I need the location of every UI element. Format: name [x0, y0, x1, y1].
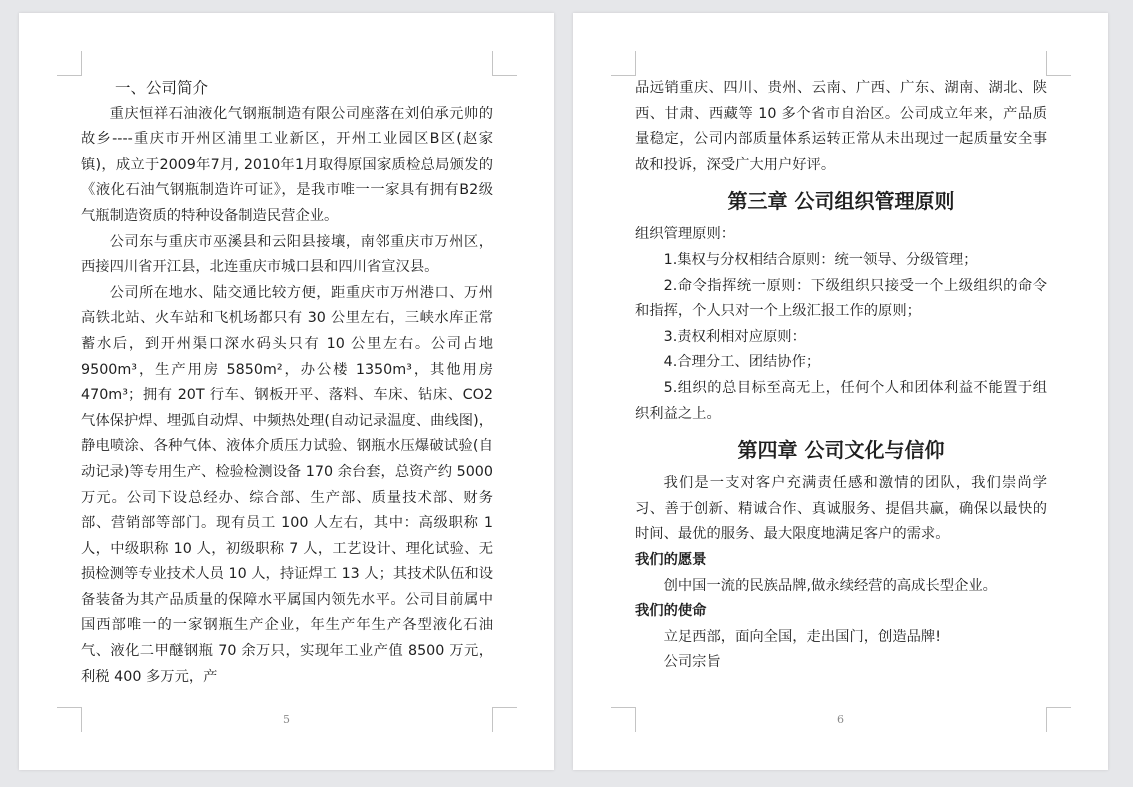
- page-5-body: [81, 76, 493, 690]
- mission-heading: 我们的使命: [635, 603, 707, 620]
- page-number: 5: [283, 713, 290, 726]
- paragraph-company-intro: 重庆恒祥石油液化气钢瓶制造有限公司座落在刘伯承元帅的故乡----重庆市开州区浦里工业新区，开州工业园区B区(赵家镇)，成立于2009年7月, 2010年1月取得原国家质检总局颁发的《液化石油气钢瓶制造许可证》，是我市唯一一家具有拥有B2级气瓶制造资质的特种设备制造民营企业。: [81, 105, 493, 224]
- principle-item: 2.命令指挥统一原则：下级组织只接受一个上级组织的命令和指挥，个人只对一个上级汇报工作的原则；: [635, 277, 1047, 320]
- document-page-5: [19, 13, 554, 770]
- document-page-6: [573, 13, 1108, 770]
- chapter-4-title: 第四章 公司文化与信仰: [737, 438, 945, 463]
- crop-mark-top-right: [1046, 51, 1071, 76]
- paragraph-location: 公司东与重庆市巫溪县和云阳县接壤，南邻重庆市万州区，西接四川省开江县，北连重庆市城口县和四川省宣汉县。: [81, 233, 493, 276]
- principle-item: 4.合理分工、团结协作；: [663, 354, 821, 371]
- crop-mark-top-left: [57, 51, 82, 76]
- page-6-body: [635, 76, 1047, 676]
- crop-mark-top-left: [611, 51, 636, 76]
- principle-item: 3.责权利相对应原则：: [663, 328, 806, 345]
- tenet-heading: 公司宗旨: [663, 654, 721, 671]
- principle-item: 1.集权与分权相结合原则：统一领导、分级管理；: [663, 251, 978, 268]
- crop-mark-top-right: [492, 51, 517, 76]
- vision-text: 创中国一流的民族品牌,做永续经营的高成长型企业。: [663, 577, 997, 594]
- vision-heading: 我们的愿景: [635, 551, 707, 568]
- section-title-company-profile: 一、公司简介: [115, 79, 209, 97]
- chapter-3-intro: 组织管理原则：: [635, 226, 736, 243]
- paragraph-facilities: 公司所在地水、陆交通比较方便，距重庆市万州港口、万州高铁北站、火车站和飞机场都只有 30 公里左右，三峡水库正常蓄水后，到开州渠口深水码头只有 10 公里左右。公司占地 9500m³，生产用房 5850m²，办公楼 1350m³，其他用房 470m³；拥有 20T 行车、钢板开平、落料、车床、钻床、CO2 气体保护焊、埋弧自动焊、中频热处理(自动记录温度、曲线图)，静电喷涂、各种气体、液体介质压力试验、钢瓶水压爆破试验(自动记录)等专用生产、检验检测设备 170 余台套，总资产约 5000 万元。公司下设总经办、综合部、生产部、质量技术部、财务部、营销部等部门。现有员工 100 人左右，其中：高级职称 1 人，中级职称 10 人，初级职称 7 人，工艺设计、理化试验、无损检测等专业技术人员 10 人，持证焊工 13 人；其技术队伍和设备装备为其产品质量的保障水平属国内领先水平。公司目前属中国西部唯一的一家钢瓶生产企业，年生产年生产各型液化石油气、液化二甲醚钢瓶 70 余万只，实现年工业产值 8500 万元，利税 400 多万元，产: [81, 284, 493, 685]
- mission-text: 立足西部，面向全国，走出国门，创造品牌!: [663, 628, 941, 645]
- culture-paragraph: 我们是一支对客户充满责任感和激情的团队，我们崇尚学习、善于创新、精诚合作、真诚服务、提倡共赢，确保以最快的时间、最优的服务、最大限度地满足客户的需求。: [635, 475, 1047, 543]
- chapter-3-title: 第三章 公司组织管理原则: [727, 189, 955, 214]
- paragraph-continuation: 品远销重庆、四川、贵州、云南、广西、广东、湖南、湖北、陕西、甘肃、西藏等 10 多个省市自治区。公司成立年来，产品质量稳定，公司内部质量体系运转正常从未出现过一起质量安全事故和投诉，深受广大用户好评。: [635, 80, 1047, 173]
- principle-item: 5.组织的总目标至高无上，任何个人和团体利益不能置于组织利益之上。: [635, 379, 1047, 422]
- page-number: 6: [837, 713, 844, 726]
